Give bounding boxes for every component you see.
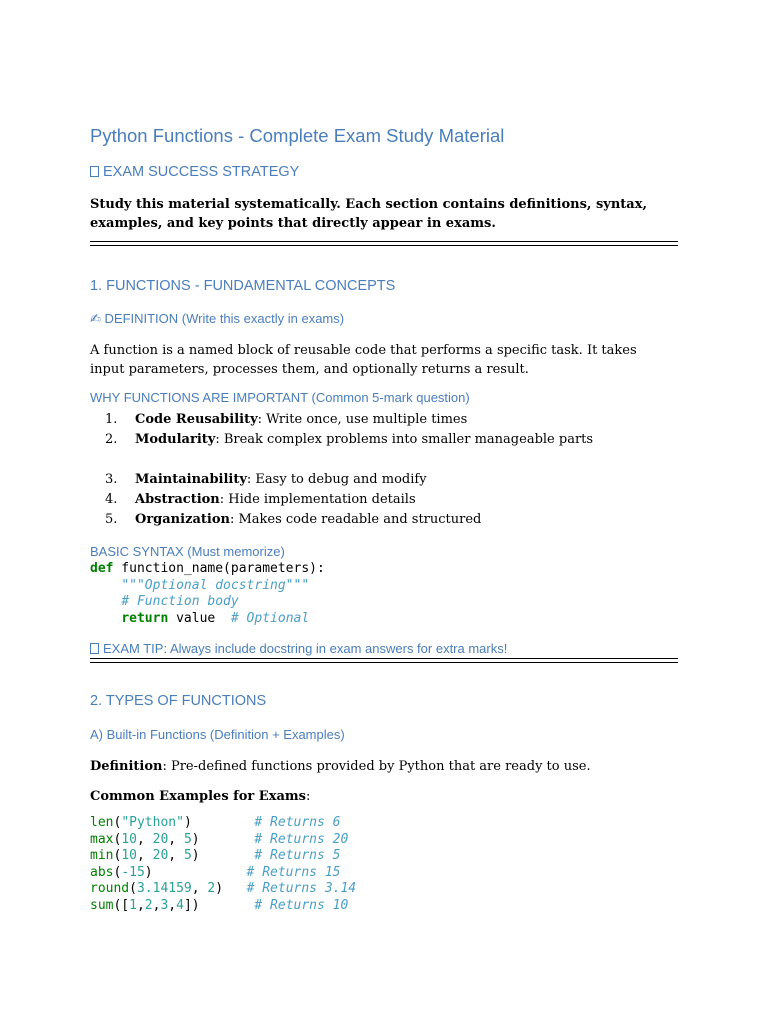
lightbulb-icon <box>90 643 99 654</box>
code-number: 2 <box>207 881 216 896</box>
code-punctuation: ( <box>113 848 122 863</box>
builtin-definition <box>90 757 591 776</box>
code-line <box>90 815 356 832</box>
code-number: 10 <box>121 831 137 847</box>
code-punctuation: , <box>136 831 153 847</box>
examples-colon: : <box>305 789 311 804</box>
code-text: function_name(parameters): <box>113 561 325 576</box>
code-punctuation: ) <box>191 848 200 863</box>
code-number: 3.14159 <box>136 881 192 896</box>
section-divider <box>90 658 678 663</box>
code-punctuation: , <box>136 848 153 863</box>
syntax-code-block <box>90 561 325 627</box>
code-comment: # Returns 3.14 <box>246 881 357 896</box>
strategy-heading <box>90 164 299 180</box>
code-punctuation: ) <box>215 881 224 896</box>
code-string: "Python" <box>121 815 184 830</box>
strategy-text: Study this material systematically. Each section contains definitions, syntax, examples, and key points that directly appear in exams. <box>90 197 647 231</box>
list-desc: : Makes code readable and structured <box>229 512 482 527</box>
examples-label: Common Examples for Exams <box>90 789 306 804</box>
definition-text: A function is a named block of reusable code that performs a specific task. It takes input parameters, processes them, and optionally returns a result. <box>90 343 637 377</box>
code-number: 4 <box>176 897 184 913</box>
code-function-name: round <box>90 881 130 896</box>
list-desc: : Write once, use multiple times <box>257 412 468 427</box>
code-docstring: """Optional docstring""" <box>121 577 310 593</box>
examples-code-block <box>90 815 356 914</box>
section1-heading: 1. FUNCTIONS - FUNDAMENTAL CONCEPTS <box>90 278 396 294</box>
exam-tip-text: EXAM TIP: Always include docstring in exam answers for extra marks! <box>103 641 508 656</box>
list-desc: : Break complex problems into smaller manageable parts <box>215 432 594 447</box>
code-punctuation: ( <box>113 831 122 847</box>
code-number: 20 <box>152 831 169 847</box>
code-number: 20 <box>152 848 169 863</box>
code-comment: # Returns 6 <box>254 815 341 830</box>
list-term: Modularity <box>135 432 216 447</box>
code-line <box>90 848 356 865</box>
code-function-name: min <box>90 848 114 863</box>
code-comment: # Function body <box>121 594 239 609</box>
strategy-heading-text: EXAM SUCCESS STRATEGY <box>103 164 300 180</box>
syntax-heading: BASIC SYNTAX (Must memorize) <box>90 544 285 559</box>
list-number: 1. <box>105 412 118 427</box>
definition-desc: : Pre-defined functions provided by Python that are ready to use. <box>162 759 591 774</box>
section2-heading: 2. TYPES OF FUNCTIONS <box>90 693 267 709</box>
code-number: 5 <box>183 831 192 847</box>
code-punctuation: ) <box>144 864 153 880</box>
why-heading: WHY FUNCTIONS ARE IMPORTANT (Common 5-mark question) <box>90 390 470 405</box>
code-comment: # Returns 10 <box>254 897 349 913</box>
code-punctuation: , <box>168 897 177 913</box>
code-number: -15 <box>121 864 145 880</box>
code-punctuation: ( <box>113 864 122 880</box>
list-term: Abstraction <box>135 492 220 507</box>
examples-label-line <box>90 787 310 806</box>
code-keyword: return <box>121 610 169 626</box>
list-number: 4. <box>105 492 118 507</box>
list-term: Maintainability <box>135 472 247 487</box>
code-text: value <box>168 610 231 626</box>
code-function-name: max <box>90 831 114 847</box>
code-line <box>90 898 356 915</box>
code-function-name: sum <box>90 897 114 913</box>
code-function-name: len <box>90 815 114 830</box>
code-punctuation: ( <box>129 881 137 896</box>
code-punctuation: , <box>191 881 208 896</box>
code-comment: # Returns 5 <box>254 848 341 863</box>
code-punctuation: , <box>136 897 145 913</box>
code-punctuation: ) <box>191 831 200 847</box>
code-punctuation: ]) <box>183 897 200 913</box>
exam-tip <box>90 641 507 656</box>
list-number: 5. <box>105 512 118 527</box>
section-divider <box>90 241 678 246</box>
list-term: Code Reusability <box>135 412 258 427</box>
target-icon <box>90 166 99 177</box>
list-desc: : Hide implementation details <box>219 492 416 507</box>
code-punctuation: ([ <box>113 897 130 913</box>
code-line <box>90 865 356 882</box>
code-keyword: def <box>90 561 114 576</box>
code-punctuation: , <box>168 848 184 863</box>
list-desc: : Easy to debug and modify <box>246 472 427 487</box>
code-punctuation: , <box>152 897 161 913</box>
code-comment: # Returns 15 <box>246 864 341 880</box>
code-number: 1 <box>129 897 137 913</box>
code-number: 10 <box>121 848 137 863</box>
code-comment: # Returns 20 <box>254 831 349 847</box>
code-function-name: abs <box>90 864 114 880</box>
code-punctuation: ) <box>183 815 192 830</box>
page-title: Python Functions - Complete Exam Study Material <box>90 125 505 146</box>
code-line <box>90 832 356 849</box>
code-number: 5 <box>183 848 192 863</box>
code-punctuation: ( <box>113 815 122 830</box>
code-number: 3 <box>160 897 169 913</box>
list-number: 2. <box>105 432 118 447</box>
code-line <box>90 881 356 898</box>
list-term: Organization <box>135 512 230 527</box>
builtin-heading: A) Built-in Functions (Definition + Examples) <box>90 727 345 742</box>
code-punctuation: , <box>168 831 184 847</box>
definition-heading: ✍ DEFINITION (Write this exactly in exams) <box>90 311 345 326</box>
list-number: 3. <box>105 472 118 487</box>
code-comment: # Optional <box>230 610 310 626</box>
definition-label: Definition <box>90 759 163 774</box>
code-number: 2 <box>144 897 153 913</box>
